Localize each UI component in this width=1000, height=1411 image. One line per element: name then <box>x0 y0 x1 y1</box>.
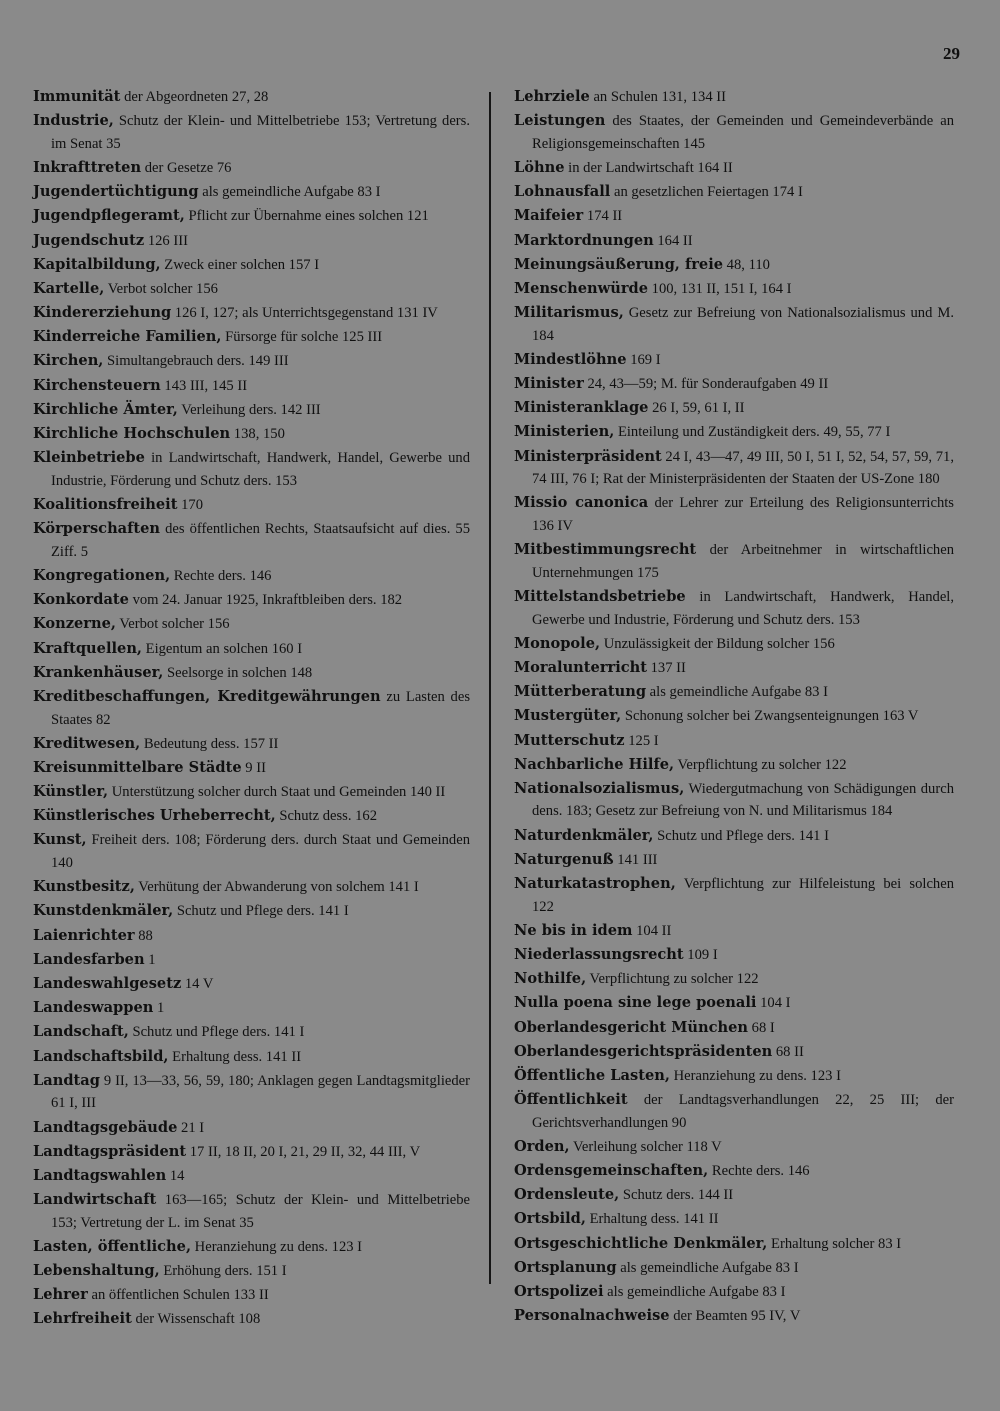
index-references: 163—165; Schutz der Klein- und Mittelbetriebe 153; Vertretung der L. im Senat 35 <box>51 1192 470 1231</box>
index-entry <box>514 657 954 680</box>
index-references: der Landtagsverhandlungen 22, 25 III; der Gerichtsverhandlungen 90 <box>532 1092 954 1131</box>
index-headword: Öffentlichkeit <box>514 1091 628 1109</box>
index-entry <box>33 350 470 373</box>
index-headword: Kirchliche Ämter, <box>33 400 178 418</box>
index-entry <box>33 1117 470 1140</box>
index-headword: Lehrfreiheit <box>33 1310 132 1328</box>
index-references: 174 II <box>583 208 623 225</box>
index-headword: Naturkatastrophen, <box>514 875 676 893</box>
index-references: Verpflichtung zu solcher 122 <box>586 971 759 988</box>
index-headword: Landschaftsbild, <box>33 1047 169 1065</box>
index-references: der Wissenschaft 108 <box>131 1311 261 1328</box>
index-entry <box>33 973 470 996</box>
index-entry <box>33 375 470 398</box>
index-headword: Lebenshaltung, <box>33 1262 160 1280</box>
index-headword: Ordensleute, <box>514 1186 620 1204</box>
index-entry <box>514 1208 954 1231</box>
index-references: 104 II <box>632 922 672 939</box>
index-references: als gemeindliche Aufgabe 83 I <box>646 684 828 701</box>
index-headword: Oberlandesgericht München <box>514 1018 749 1036</box>
index-headword: Missio canonica <box>514 494 649 512</box>
index-headword: Kunstdenkmäler, <box>33 902 174 920</box>
index-references: 9 II <box>241 759 266 776</box>
index-headword: Kunst, <box>33 831 87 849</box>
index-headword: Kirchensteuern <box>33 376 161 394</box>
index-entry <box>33 302 470 325</box>
index-entry <box>514 539 954 584</box>
index-entry <box>514 778 954 823</box>
index-entry <box>514 1041 954 1064</box>
index-references: der Arbeitnehmer in wirtschaftlichen Unternehmungen 175 <box>532 542 954 581</box>
index-headword: Nationalsozialismus, <box>514 779 685 797</box>
index-entry <box>33 1189 470 1234</box>
index-entry <box>514 849 954 872</box>
index-headword: Kinderreiche Familien, <box>33 328 222 346</box>
index-references: 126 I, 127; als Unterrichtsgegenstand 131 IV <box>171 305 438 322</box>
index-entry <box>33 86 470 109</box>
index-headword: Kirchliche Hochschulen <box>33 425 231 443</box>
index-headword: Kirchen, <box>33 352 104 370</box>
index-references: 137 II <box>646 659 686 676</box>
index-references: 1 <box>144 951 156 968</box>
index-headword: Nachbarliche Hilfe, <box>514 755 675 773</box>
index-entry <box>514 254 954 277</box>
index-entry <box>514 205 954 228</box>
index-references: in Landwirtschaft, Handwerk, Handel, Gewerbe und Industrie, Förderung und Schutz ders. 153 <box>51 450 470 489</box>
index-headword: Kartelle, <box>33 279 105 297</box>
index-references: zu Lasten des Staates 82 <box>51 688 470 728</box>
index-references: Unterstützung solcher durch Staat und Gemeinden 140 II <box>108 784 446 801</box>
index-entry <box>514 730 954 753</box>
index-headword: Mindestlöhne <box>514 350 627 368</box>
index-headword: Landtagswahlen <box>33 1166 167 1184</box>
index-references: 24 I, 43—47, 49 III, 50 I, 51 I, 52, 54, 57, 59, 71, 74 III, 76 I; Rat der Ministerpräsidenten der Staaten der US-Zone 180 <box>532 448 954 488</box>
index-references: Erhöhung ders. 151 I <box>159 1263 287 1280</box>
index-references: Schonung solcher bei Zwangsenteignungen 163 V <box>621 708 919 725</box>
index-headword: Lasten, öffentliche, <box>33 1237 192 1255</box>
index-entry <box>514 302 954 347</box>
index-references: 100, 131 II, 151 I, 164 I <box>648 280 792 297</box>
index-entry <box>514 181 954 204</box>
index-references: Schutz und Pflege ders. 141 I <box>653 827 829 844</box>
index-references: Verleihung solcher 118 V <box>569 1138 722 1155</box>
index-references: Erhaltung dess. 141 II <box>168 1048 302 1065</box>
index-references: Erhaltung dess. 141 II <box>585 1211 719 1228</box>
index-references: als gemeindliche Aufgabe 83 I <box>603 1284 786 1301</box>
index-headword: Lohnausfall <box>514 183 611 201</box>
index-headword: Konzerne, <box>33 615 116 633</box>
index-headword: Landschaft, <box>33 1023 129 1041</box>
index-references: Eigentum an solchen 160 I <box>142 640 303 657</box>
index-entry <box>33 686 470 731</box>
index-references: 104 I <box>756 995 791 1012</box>
index-references: 17 II, 18 II, 20 I, 21, 29 II, 32, 44 III, V <box>186 1143 421 1160</box>
index-references: 68 II <box>772 1043 804 1060</box>
index-entry <box>33 494 470 517</box>
index-entry <box>514 86 954 109</box>
index-entry <box>33 110 470 155</box>
index-entry <box>33 1260 470 1283</box>
index-headword: Niederlassungsrecht <box>514 946 684 963</box>
index-entry <box>33 399 470 422</box>
index-references: Heranziehung zu dens. 123 I <box>669 1067 841 1084</box>
index-references: 109 I <box>683 947 718 963</box>
index-references: Verbot solcher 156 <box>104 280 218 297</box>
index-references: 143 III, 145 II <box>160 377 248 394</box>
index-headword: Konkordate <box>33 591 129 609</box>
index-entry <box>514 1089 954 1134</box>
index-entry <box>33 613 470 636</box>
index-entry <box>514 705 954 728</box>
index-entry <box>33 1070 470 1115</box>
index-references: der Gesetze 76 <box>141 159 232 176</box>
index-headword: Kindererziehung <box>33 304 172 322</box>
index-references: Zweck einer solchen 157 I <box>160 256 320 273</box>
index-headword: Ortsgeschichtliche Denkmäler, <box>514 1234 768 1252</box>
index-headword: Laienrichter <box>33 926 135 944</box>
index-entry <box>33 423 470 446</box>
index-references: Gesetz zur Befreiung von Nationalsozialismus und M. 184 <box>532 305 954 344</box>
index-references: 164 II <box>653 232 693 249</box>
index-entry <box>514 1233 954 1256</box>
index-headword: Landesfarben <box>33 950 145 968</box>
index-references: Schutz der Klein- und Mittelbetriebe 153; Vertretung ders. im Senat 35 <box>51 113 470 152</box>
index-references: 1 <box>153 1000 165 1017</box>
index-headword: Kreditbeschaffungen, Kreditgewährungen <box>33 687 381 705</box>
index-headword: Nulla poena sine lege poenali <box>514 994 757 1012</box>
index-references: Seelsorge in solchen 148 <box>163 664 313 681</box>
index-references: Verpflichtung zu solcher 122 <box>674 756 847 773</box>
index-entry <box>514 633 954 656</box>
index-headword: Industrie, <box>33 112 114 130</box>
index-headword: Landtagspräsident <box>33 1142 187 1160</box>
index-headword: Lehrziele <box>514 88 590 105</box>
index-headword: Kongregationen, <box>33 566 171 584</box>
index-references: 138, 150 <box>230 426 285 443</box>
index-references: Heranziehung zu dens. 123 I <box>191 1238 363 1255</box>
index-headword: Ministerien, <box>514 423 615 441</box>
index-headword: Landtag <box>33 1071 100 1089</box>
index-references: des öffentlichen Rechts, Staatsaufsicht auf dies. 55 Ziff. 5 <box>51 521 470 560</box>
index-headword: Moralunterricht <box>514 658 647 676</box>
index-headword: Landeswahlgesetz <box>33 974 182 992</box>
index-entry <box>33 326 470 349</box>
index-headword: Landeswappen <box>33 999 154 1017</box>
index-headword: Kraftquellen, <box>33 639 143 657</box>
index-references: in der Landwirtschaft 164 II <box>564 159 733 176</box>
index-headword: Landtagsgebäude <box>33 1118 178 1136</box>
index-entry <box>514 349 954 372</box>
index-references: Verbot solcher 156 <box>115 616 230 633</box>
index-references: 68 I <box>748 1019 775 1036</box>
index-entry <box>514 920 954 943</box>
index-references: an öffentlichen Schulen 133 II <box>87 1287 269 1304</box>
index-references: Rechte ders. 146 <box>170 567 272 584</box>
index-entry <box>33 876 470 899</box>
index-entry <box>33 757 470 780</box>
index-references: der Beamten 95 IV, V <box>669 1308 801 1325</box>
index-headword: Naturdenkmäler, <box>514 826 654 844</box>
index-references: Pflicht zur Übernahme eines solchen 121 <box>184 208 429 225</box>
index-entry <box>33 1236 470 1259</box>
index-headword: Mitbestimmungsrecht <box>514 541 697 559</box>
index-references: Unzulässigkeit der Bildung solcher 156 <box>600 635 835 652</box>
index-entry <box>514 968 954 991</box>
index-headword: Krankenhäuser, <box>33 663 164 681</box>
index-references: 9 II, 13—33, 56, 59, 180; Anklagen gegen Landtagsmitglieder 61 I, III <box>51 1072 470 1112</box>
index-entry <box>514 446 954 491</box>
index-references: 14 V <box>181 975 214 992</box>
index-references: Fürsorge für solche 125 III <box>221 329 383 346</box>
index-entry <box>33 638 470 661</box>
index-headword: Künstler, <box>33 783 109 801</box>
index-entry <box>33 997 470 1020</box>
index-entry <box>514 754 954 777</box>
index-entry <box>514 397 954 420</box>
index-headword: Mittelstandsbetriebe <box>514 587 686 605</box>
index-references: Wiedergutmachung von Schädigungen durch dens. 183; Gesetz zur Befreiung von N. und Militarismus 184 <box>532 780 954 820</box>
index-references: 170 <box>177 497 204 513</box>
index-entry <box>33 181 470 204</box>
index-headword: Kleinbetriebe <box>33 449 145 467</box>
index-references: in Landwirtschaft, Handwerk, Handel, Gewerbe und Industrie, Förderung und Schutz ders. 153 <box>532 588 954 628</box>
index-entry <box>33 1141 470 1164</box>
index-entry <box>514 157 954 180</box>
index-references: 26 I, 59, 61 I, II <box>648 400 745 417</box>
index-headword: Naturgenuß <box>514 850 614 868</box>
index-headword: Jugendertüchtigung <box>33 183 199 201</box>
index-references: Freiheit ders. 108; Förderung ders. durch Staat und Gemeinden 140 <box>51 832 470 872</box>
index-references: der Abgeordneten 27, 28 <box>120 89 269 105</box>
index-headword: Kreditwesen, <box>33 734 141 752</box>
index-references: Erhaltung solcher 83 I <box>767 1235 902 1252</box>
index-references: an gesetzlichen Feiertagen 174 I <box>610 184 803 201</box>
index-entry <box>33 1046 470 1069</box>
index-headword: Kunstbesitz, <box>33 878 135 896</box>
index-entry <box>33 230 470 253</box>
index-headword: Monopole, <box>514 634 601 652</box>
index-references: als gemeindliche Aufgabe 83 I <box>616 1259 799 1276</box>
index-references: 21 I <box>177 1119 205 1136</box>
index-entry <box>514 825 954 848</box>
index-references: als gemeindliche Aufgabe 83 I <box>198 184 381 201</box>
index-entry <box>514 421 954 444</box>
index-entry <box>514 1257 954 1280</box>
index-references: an Schulen 131, 134 II <box>589 89 726 105</box>
index-entry <box>33 733 470 756</box>
index-entry <box>514 944 954 967</box>
index-entry <box>33 254 470 277</box>
index-entry <box>514 873 954 918</box>
index-references: Schutz ders. 144 II <box>619 1187 734 1204</box>
index-headword: Leistungen <box>514 112 606 130</box>
index-entry <box>33 662 470 685</box>
index-headword: Mütterberatung <box>514 683 647 701</box>
index-entry <box>33 900 470 923</box>
index-references: Simultangebrauch ders. 149 III <box>103 353 289 370</box>
index-references: Bedeutung dess. 157 II <box>140 735 279 752</box>
index-column-right <box>514 86 954 1329</box>
index-headword: Militarismus, <box>514 304 624 322</box>
page-number: 29 <box>943 44 960 63</box>
index-headword: Menschenwürde <box>514 279 649 297</box>
index-entry <box>33 205 470 228</box>
index-entry <box>33 1165 470 1188</box>
index-references: 14 <box>166 1167 185 1184</box>
index-entry <box>33 949 470 972</box>
index-headword: Landwirtschaft <box>33 1191 157 1209</box>
index-headword: Ne bis in idem <box>514 921 633 939</box>
index-headword: Ministerpräsident <box>514 447 662 465</box>
index-references: des Staates, der Gemeinden und Gemeindeverbände an Religionsgemeinschaften 145 <box>532 113 954 152</box>
index-references: Schutz und Pflege ders. 141 I <box>173 903 349 920</box>
index-entry <box>514 681 954 704</box>
index-entry <box>514 1017 954 1040</box>
index-entry <box>514 586 954 631</box>
index-entry <box>514 230 954 253</box>
index-entry <box>33 829 470 874</box>
index-headword: Koalitionsfreiheit <box>33 496 178 513</box>
index-entry <box>33 157 470 180</box>
index-headword: Orden, <box>514 1137 570 1155</box>
index-references: vom 24. Januar 1925, Inkraftbleiben ders. 182 <box>128 592 403 609</box>
index-headword: Kapitalbildung, <box>33 255 161 273</box>
index-headword: Öffentliche Lasten, <box>514 1066 670 1084</box>
index-references: Schutz und Pflege ders. 141 I <box>128 1024 305 1041</box>
index-entry <box>33 565 470 588</box>
index-headword: Jugendschutz <box>33 231 145 249</box>
index-references: der Lehrer zur Erteilung des Religionsunterrichts 136 IV <box>532 495 954 534</box>
index-references: Einteilung und Zuständigkeit ders. 49, 55, 77 I <box>614 424 891 441</box>
index-headword: Inkrafttreten <box>33 158 142 176</box>
index-entry <box>33 925 470 948</box>
index-headword: Maifeier <box>514 207 584 225</box>
index-references: 125 I <box>624 732 659 749</box>
index-entry <box>33 1021 470 1044</box>
index-entry <box>514 373 954 396</box>
index-entry <box>33 447 470 492</box>
index-references: 169 I <box>626 351 661 368</box>
index-headword: Mustergüter, <box>514 707 622 725</box>
index-headword: Künstlerisches Urheberrecht, <box>33 807 276 825</box>
index-entry <box>514 1160 954 1183</box>
index-headword: Ortsbild, <box>514 1210 586 1228</box>
index-headword: Oberlandesgerichtspräsidenten <box>514 1042 773 1060</box>
index-entry <box>33 1284 470 1307</box>
index-headword: Ortspolizei <box>514 1283 604 1301</box>
column-divider <box>489 92 491 1284</box>
index-references: 24, 43—59; M. für Sonderaufgaben 49 II <box>583 376 829 393</box>
index-entry <box>514 1184 954 1207</box>
index-entry <box>514 1281 954 1304</box>
index-headword: Körperschaften <box>33 520 161 538</box>
index-entry <box>514 278 954 301</box>
index-entry <box>33 589 470 612</box>
index-references: Rechte ders. 146 <box>708 1163 810 1180</box>
index-references: Verleihung ders. 142 III <box>177 401 321 418</box>
index-column-left <box>33 86 470 1333</box>
index-headword: Minister <box>514 375 584 393</box>
index-entry <box>514 492 954 537</box>
index-entry <box>514 1305 954 1328</box>
index-headword: Mutterschutz <box>514 731 625 749</box>
index-headword: Kreisunmittelbare Städte <box>33 758 242 776</box>
index-headword: Ministeranklage <box>514 399 649 417</box>
index-headword: Jugendpflegeramt, <box>33 207 185 225</box>
index-headword: Personalnachweise <box>514 1307 670 1325</box>
index-entry <box>33 278 470 301</box>
index-entry <box>33 781 470 804</box>
index-entry <box>514 992 954 1015</box>
index-headword: Lehrer <box>33 1286 88 1304</box>
index-entry <box>514 110 954 155</box>
index-headword: Marktordnungen <box>514 231 654 249</box>
index-entry <box>33 805 470 828</box>
index-references: Verhütung der Abwanderung von solchem 141 I <box>134 879 419 896</box>
index-references: 126 III <box>144 232 188 249</box>
index-headword: Ordensgemeinschaften, <box>514 1162 709 1180</box>
index-headword: Meinungsäußerung, freie <box>514 255 724 273</box>
index-entry <box>514 1065 954 1088</box>
index-entry <box>33 518 470 563</box>
index-references: 48, 110 <box>723 256 770 273</box>
index-references: 88 <box>134 927 153 944</box>
index-references: Verpflichtung zur Hilfeleistung bei solchen 122 <box>532 876 954 915</box>
index-references: 141 III <box>613 851 658 868</box>
index-headword: Ortsplanung <box>514 1258 617 1276</box>
index-references: Schutz dess. 162 <box>275 808 378 825</box>
index-headword: Löhne <box>514 158 565 176</box>
index-entry <box>33 1308 470 1331</box>
index-headword: Immunität <box>33 88 121 105</box>
index-entry <box>514 1136 954 1159</box>
index-headword: Nothilfe, <box>514 970 587 988</box>
